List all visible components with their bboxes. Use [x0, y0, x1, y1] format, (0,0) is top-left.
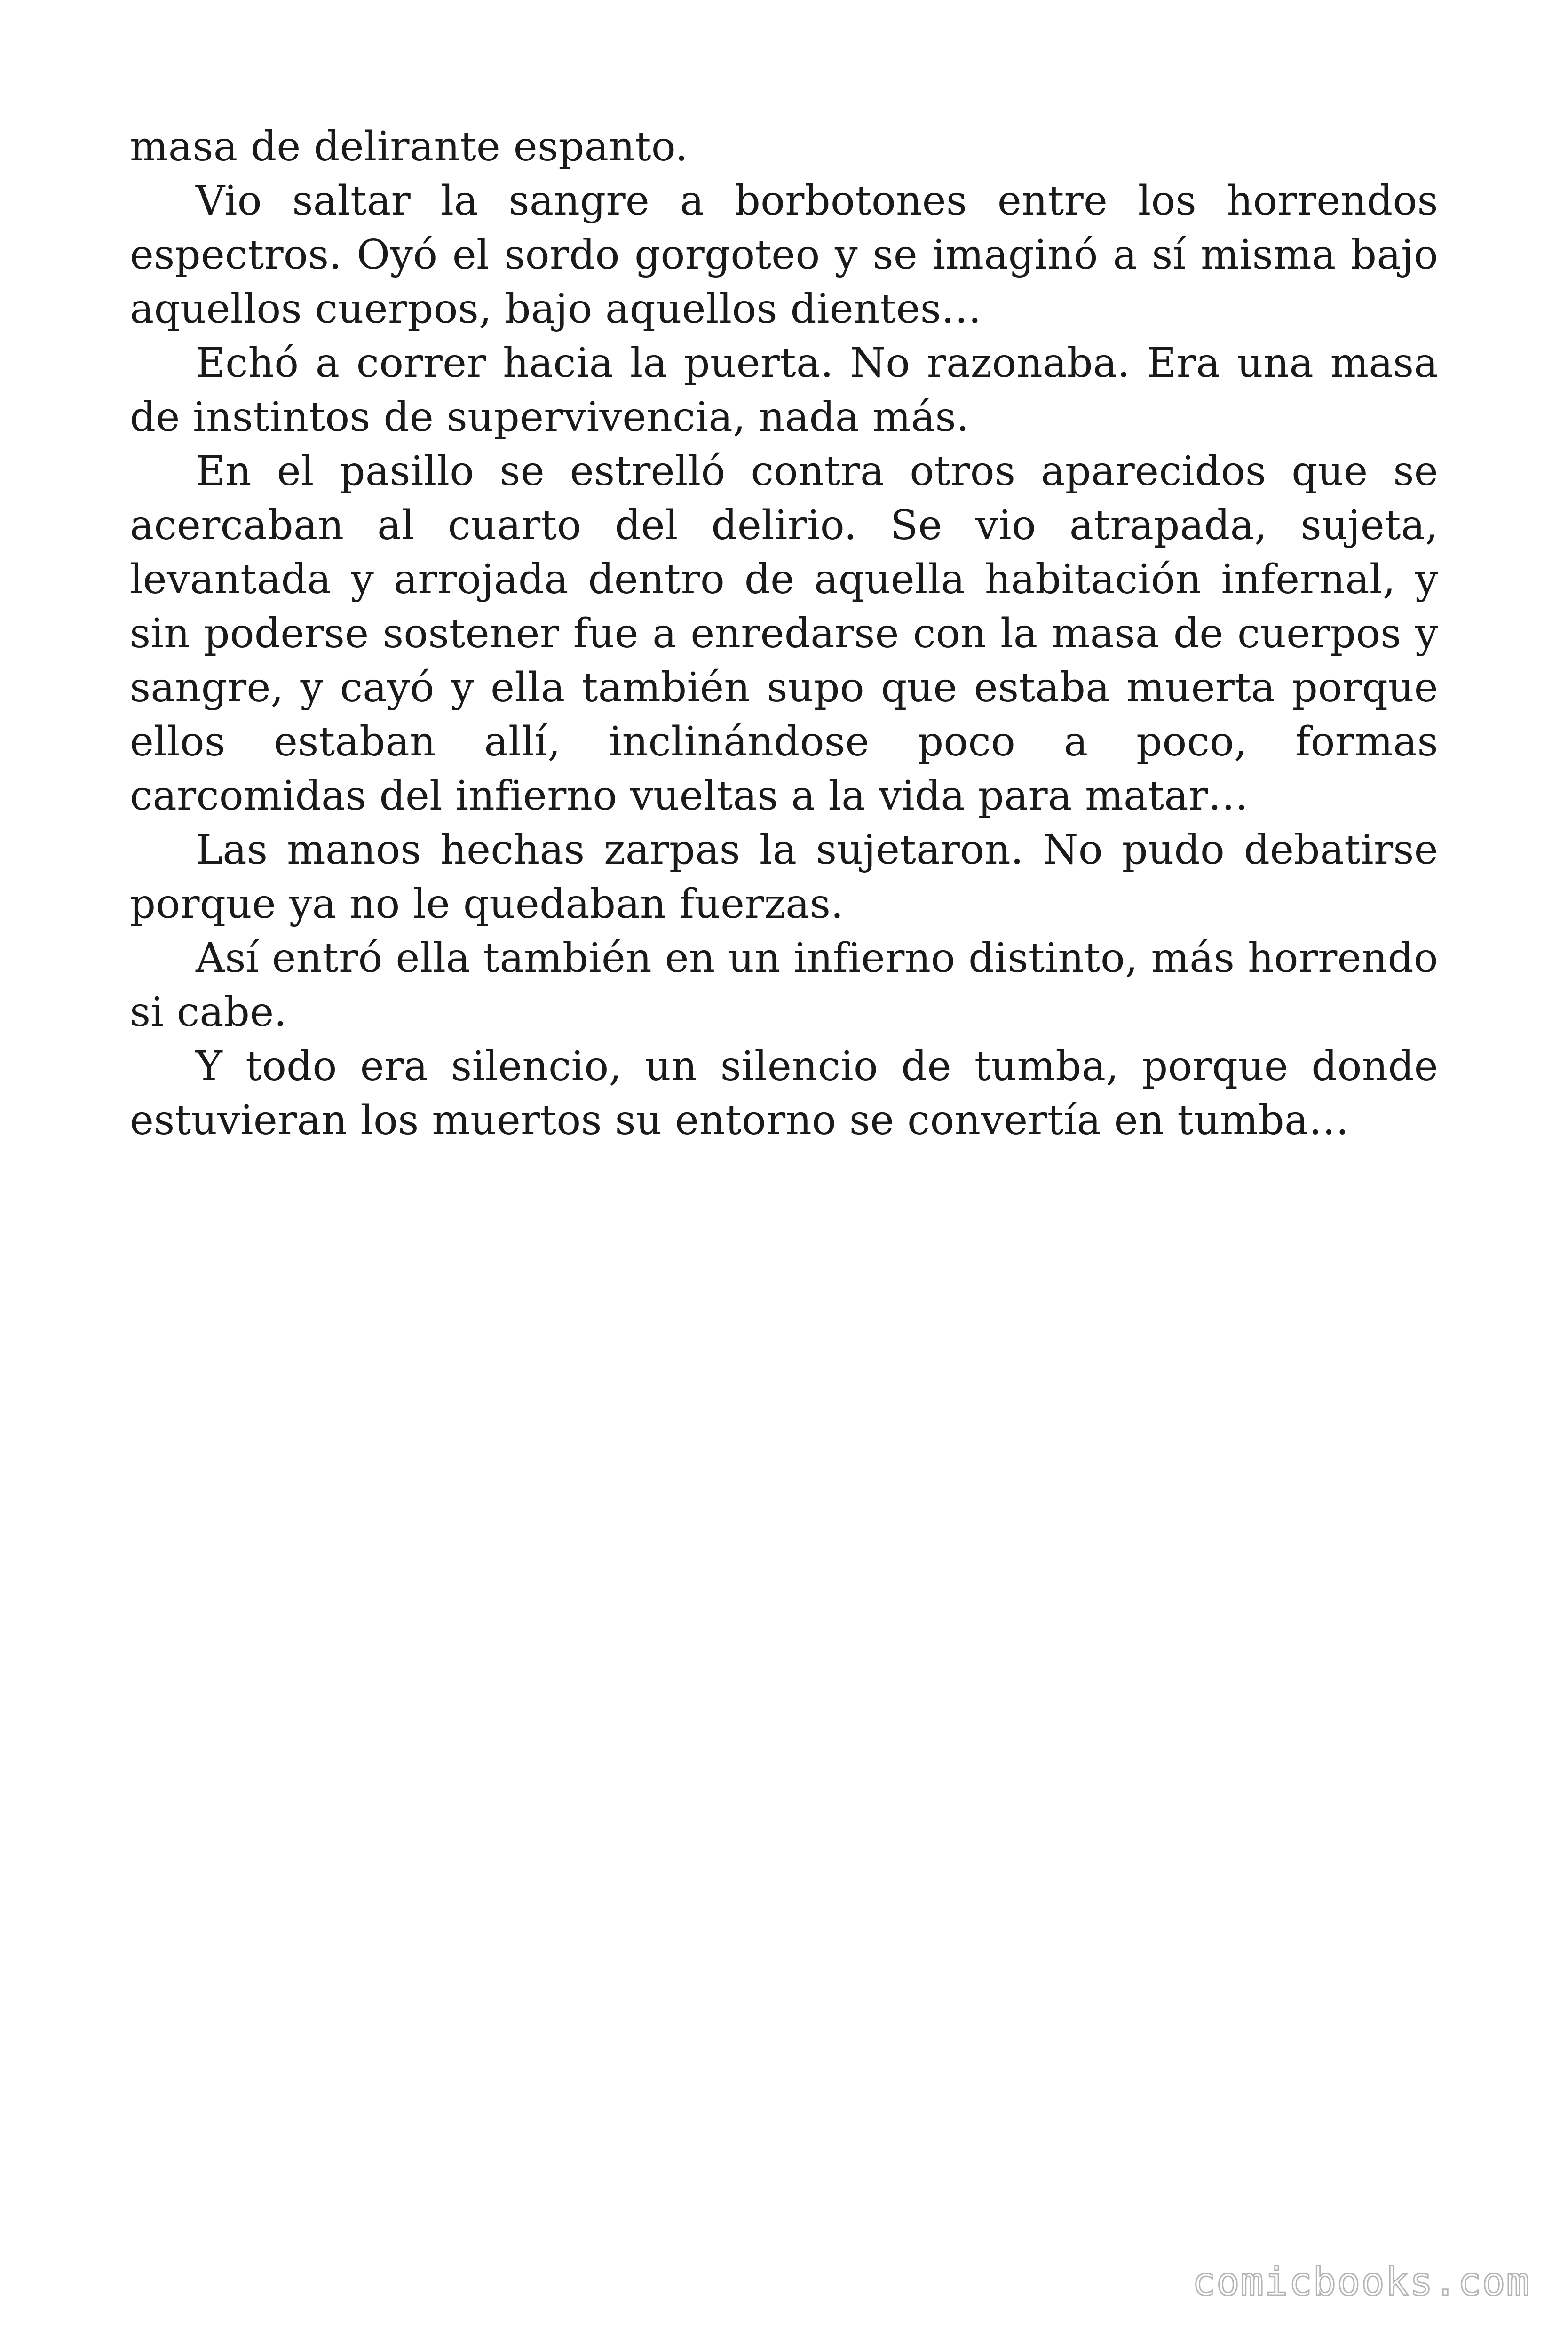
watermark: comicbooks.com: [1192, 2260, 1530, 2304]
paragraph-6: Así entró ella también en un infierno distinto, más horrendo si cabe.: [130, 935, 1438, 1036]
paragraph-7: Y todo era silencio, un silencio de tumba, porque donde estuvieran los muertos su entorno se convertía en tumba…: [130, 1043, 1438, 1144]
paragraph-5: Las manos hechas zarpas la sujetaron. No pudo debatirse porque ya no le quedaban fuerzas.: [130, 826, 1438, 928]
paragraph-3: Echó a correr hacia la puerta. No razonaba. Era una masa de instintos de supervivencia, nada más.: [130, 340, 1438, 441]
paragraph-4: En el pasillo se estrelló contra otros aparecidos que se acercaban al cuarto del delirio. Se vio atrapada, sujeta, levantada y arrojada dentro de aquella habitación infernal, y sin poderse sostener fue a enredarse con la masa de cuerpos y sangre, y cayó y ella también supo que estaba muerta porque ellos estaban allí, inclinándose poco a poco, formas carcomidas del infierno vueltas a la vida para matar…: [130, 448, 1438, 819]
paragraph-2: Vio saltar la sangre a borbotones entre los horrendos espectros. Oyó el sordo gorgoteo y se imaginó a sí misma bajo aquellos cuerpos, bajo aquellos dientes…: [130, 177, 1438, 333]
page-body-text: [130, 120, 1438, 1148]
paragraph-1: masa de delirante espanto.: [130, 123, 689, 170]
